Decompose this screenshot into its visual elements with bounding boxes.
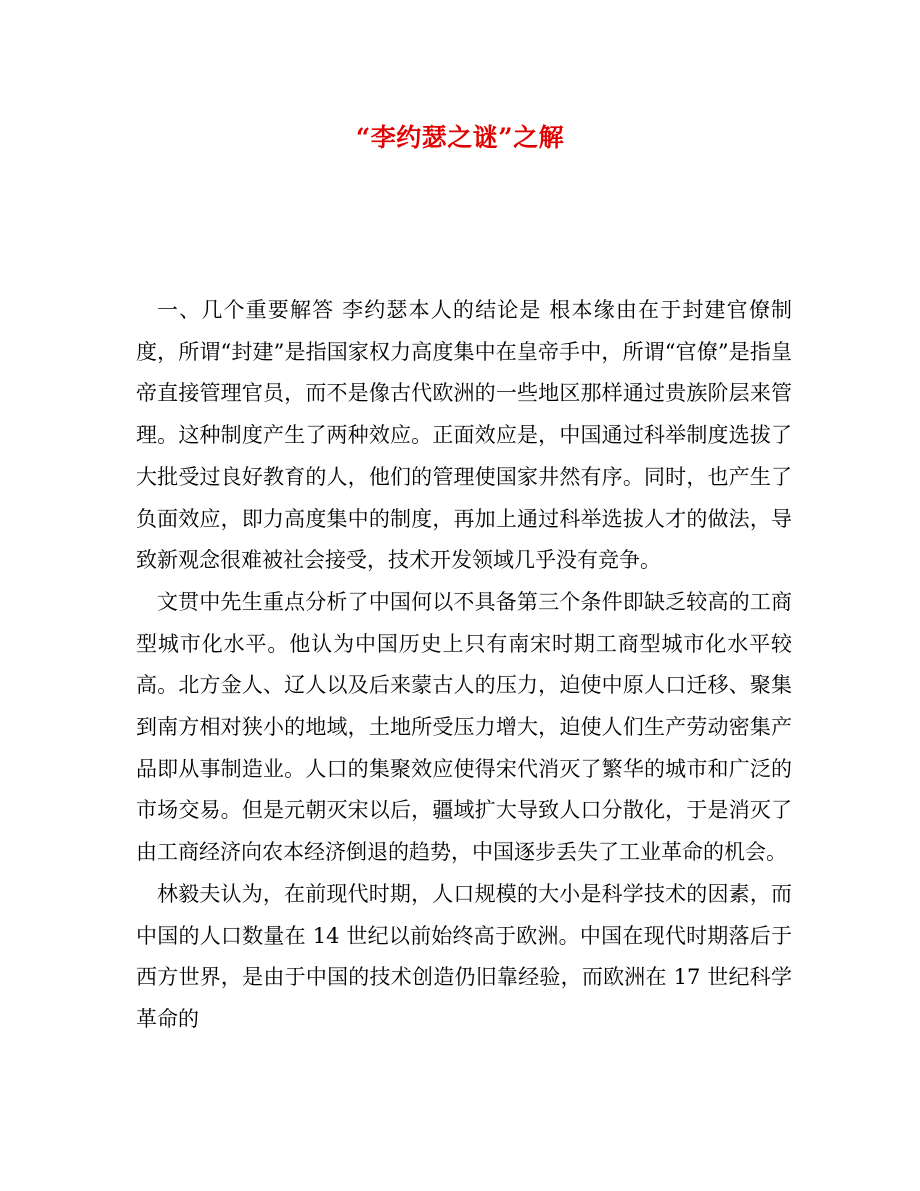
document-body	[136, 290, 792, 1041]
paragraph-3: 林毅夫认为，在前现代时期，人口规模的大小是科学技术的因素，而中国的人口数量在 14 世纪以前始终高于欧洲。中国在现代时期落后于西方世界，是由于中国的技术创造仍旧靠经验，而欧洲在 17 世纪科学革命的	[136, 881, 792, 1031]
document-title: “李约瑟之谜”之解	[355, 123, 565, 152]
paragraph-2: 文贯中先生重点分析了中国何以不具备第三个条件即缺乏较高的工商型城市化水平。他认为中国历史上只有南宋时期工商型城市化水平较高。北方金人、辽人以及后来蒙古人的压力，迫使中原人口迁移、聚集到南方相对狭小的地域，土地所受压力增大，迫使人们生产劳动密集产品即从事制造业。人口的集聚效应使得宋代消灭了繁华的城市和广泛的市场交易。但是元朝灭宋以后，疆域扩大导致人口分散化，于是消灭了由工商经济向农本经济倒退的趋势，中国逐步丢失了工业革命的机会。	[136, 589, 792, 865]
paragraph-1: 一、几个重要解答 李约瑟本人的结论是 根本缘由在于封建官僚制度，所谓“封建”是指国家权力高度集中在皇帝手中，所谓“官僚”是指皇帝直接管理官员，而不是像古代欧洲的一些地区那样通过贵族阶层来管理。这种制度产生了两种效应。正面效应是，中国通过科举制度选拔了大批受过良好教育的人，他们的管理使国家井然有序。同时，也产生了负面效应，即力高度集中的制度，再加上通过科举选拔人才的做法，导致新观念很难被社会接受，技术开发领域几乎没有竞争。	[136, 298, 792, 573]
